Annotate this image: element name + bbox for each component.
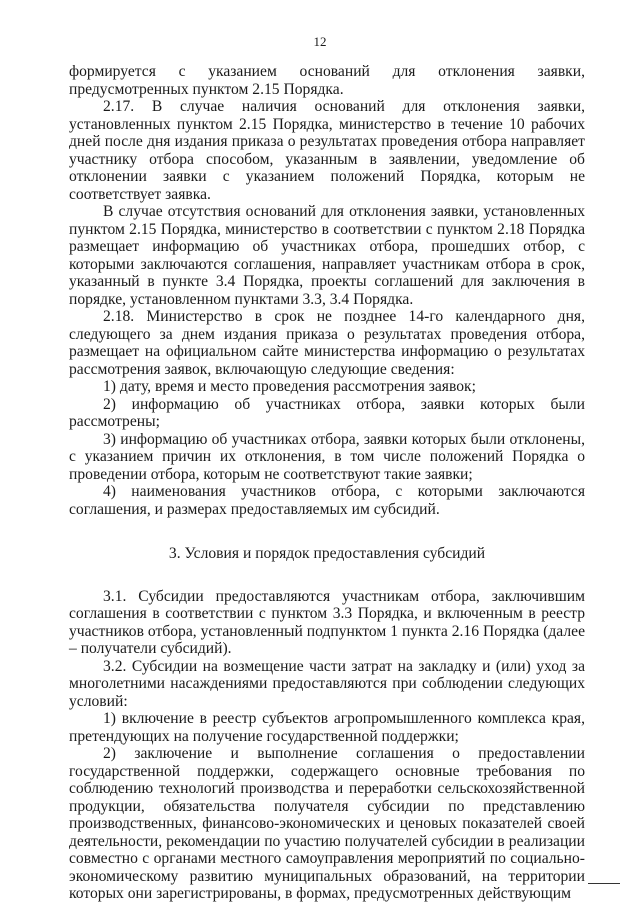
paragraph: 4) наименования участников отбора, с которыми заключаются соглашения, и размерах предоставляемых им субсидий. bbox=[69, 483, 585, 518]
footer-rule bbox=[588, 883, 620, 884]
paragraph: 2) информацию об участниках отбора, заявки которых были рассмотрены; bbox=[69, 395, 585, 430]
section-heading: 3. Условия и порядок предоставления субсидий bbox=[168, 545, 486, 562]
page-number: 12 bbox=[313, 34, 327, 49]
paragraph: 2) заключение и выполнение соглашения о предоставлении государственной поддержки, содержащего основные требования по соблюдению технологий производства и переработки сельскохозяйственной продукции, обязательства получателя субсидии по представлению производственных, финансово-экономических и ценовых показателей своей деятельности, рекомендации по участию получателей субсидии в реализации совместно с органами местного самоуправления мероприятий по социально-экономическому развитию муниципальных образований, на территории которых они зарегистрированы, в формах, предусмотренных действующим bbox=[69, 745, 585, 902]
paragraph: 1) включение в реестр субъектов агропромышленного комплекса края, претендующих на получение государственной поддержки; bbox=[69, 710, 585, 745]
paragraph: В случае отсутствия оснований для отклонения заявки, установленных пунктом 2.15 Порядка, министерство в соответствии с пунктом 2.18 Порядка размещает информацию об участниках отбора, прошедших отбор, с которыми заключаются соглашения, направляет участникам отбора в срок, указанный в пункте 3.4 Порядка, проекты соглашений для заключения в порядке, установленном пунктами 3.3, 3.4 Порядка. bbox=[69, 203, 585, 308]
paragraph: формируется с указанием оснований для отклонения заявки, предусмотренных пунктом 2.15 Порядка. bbox=[69, 63, 585, 98]
document-body bbox=[69, 63, 585, 903]
section-3-body bbox=[69, 588, 585, 903]
paragraph: 3.1. Субсидии предоставляются участникам отбора, заключившим соглашения в соответствии с пунктом 3.3 Порядка, и включенным в реестр участников отбора, установленный подпунктом 1 пункта 2.16 Порядка (далее – получатели субсидий). bbox=[69, 587, 585, 657]
paragraph: 3.2. Субсидии на возмещение части затрат на закладку и (или) уход за многолетними насаждениями предоставляются при соблюдении следующих условий: bbox=[69, 657, 585, 710]
paragraph: 2.18. Министерство в срок не позднее 14-го календарного дня, следующего за днем издания приказа о результатах проведения отбора, размещает на официальном сайте министерства информацию о результатах рассмотрения заявок, включающую следующие сведения: bbox=[69, 308, 585, 378]
paragraph: 2.17. В случае наличия оснований для отклонения заявки, установленных пунктом 2.15 Порядка, министерство в течение 10 рабочих дней после дня издания приказа о результатах проведения отбора направляет участнику отбора способом, указанным в заявлении, уведомление об отклонении заявки с указанием положений Порядка, которым не соответствует заявка. bbox=[69, 98, 585, 203]
paragraph: 1) дату, время и место проведения рассмотрения заявок; bbox=[103, 378, 476, 395]
section-2-continuation bbox=[69, 63, 585, 518]
paragraph: 3) информацию об участниках отбора, заявки которых были отклонены, с указанием причин их отклонения, в том числе положений Порядка о проведении отбора, которым не соответствуют такие заявки; bbox=[69, 430, 585, 483]
